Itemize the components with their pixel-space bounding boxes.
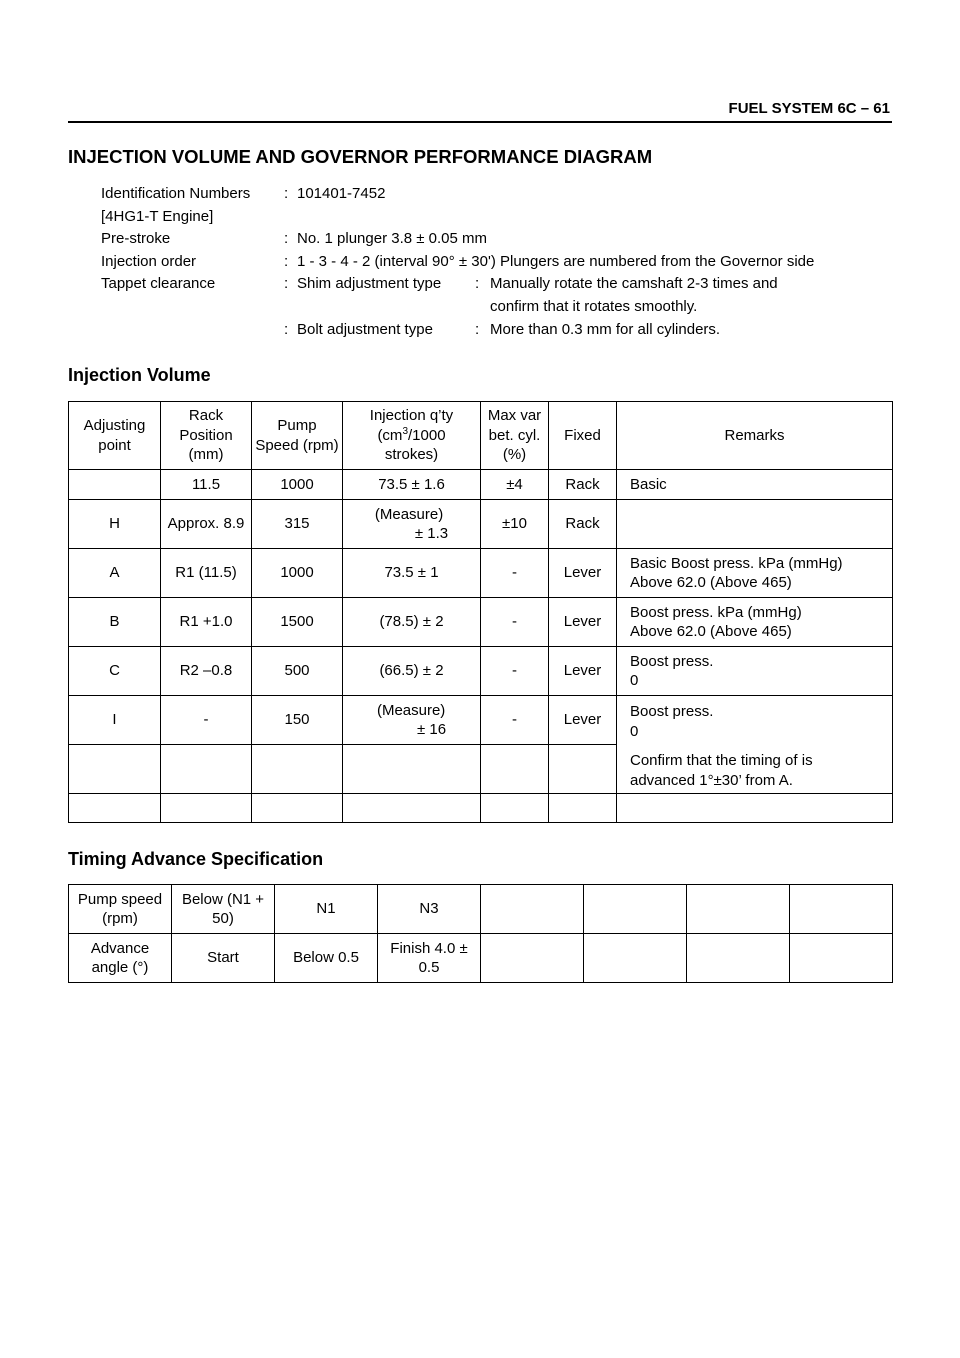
spec-colon: : <box>284 230 289 248</box>
cell-speed: 315 <box>252 500 343 549</box>
cell-remarks-line1: Basic Boost press. kPa (mmHg) <box>630 554 843 572</box>
cell-qty-line2: ± 16 <box>416 721 447 738</box>
cell-value: Finish 4.0 ± 0.5 <box>378 934 481 983</box>
cell-value: Below (N1 + 50) <box>172 885 275 934</box>
cell-value <box>584 885 687 934</box>
cell-empty <box>343 745 481 794</box>
header-max-var: Max var bet. cyl. (%) <box>481 402 549 470</box>
cell-rack: 11.5 <box>161 470 252 500</box>
cell-empty <box>343 794 481 823</box>
cell-value <box>481 934 584 983</box>
spec-colon: : <box>284 320 289 338</box>
cell-label: Pump speed (rpm) <box>69 885 172 934</box>
cell-remarks <box>617 549 893 598</box>
cell-remarks <box>617 500 893 549</box>
cell-qty: (78.5) ± 2 <box>343 598 481 647</box>
header-pump-speed: Pump Speed (rpm) <box>252 402 343 470</box>
table-row <box>69 470 893 500</box>
cell-empty <box>252 794 343 823</box>
cell-value: Below 0.5 <box>275 934 378 983</box>
cell-speed: 1000 <box>252 470 343 500</box>
spec-label: Tappet clearance <box>101 275 216 293</box>
header-rule <box>68 121 892 123</box>
cell-speed: 150 <box>252 696 343 745</box>
cell-fixed: Rack <box>549 500 617 549</box>
spec-sublabel: Bolt adjustment type <box>297 320 433 338</box>
cell-label: Advance angle (°) <box>69 934 172 983</box>
cell-remarks-line2: 0 <box>630 672 639 689</box>
cell-fixed: Lever <box>549 696 617 745</box>
cell-value: N1 <box>275 885 378 934</box>
cell-qty: 73.5 ± 1 <box>343 549 481 598</box>
header-injection-qty <box>343 402 481 470</box>
cell-rack: - <box>161 696 252 745</box>
spec-colon: : <box>284 185 289 202</box>
cell-empty <box>161 794 252 823</box>
cell-rack: R1 (11.5) <box>161 549 252 598</box>
timing-row-advance-angle <box>69 934 893 983</box>
cell-empty <box>481 794 549 823</box>
spec-row-injection-order <box>101 251 891 274</box>
injection-volume-title: Injection Volume <box>68 365 211 385</box>
spec-value: More than 0.3 mm for all cylinders. <box>490 320 721 338</box>
table-row <box>69 500 893 549</box>
table-row-empty <box>69 794 893 823</box>
spec-label: Injection order <box>101 252 197 270</box>
spec-value: Manually rotate the camshaft 2-3 times and <box>490 275 778 293</box>
cell-point: I <box>69 696 161 745</box>
cell-value <box>790 885 893 934</box>
cell-remarks <box>617 647 893 696</box>
spec-label: Pre-stroke <box>101 230 171 248</box>
header-remarks: Remarks <box>617 402 893 470</box>
cell-empty <box>69 794 161 823</box>
cell-qty-line1: (Measure) <box>374 505 444 523</box>
cell-empty <box>549 745 617 794</box>
spec-value: confirm that it rotates smoothly. <box>490 297 698 315</box>
injection-volume-table <box>68 401 893 823</box>
spec-value: 101401-7452 <box>297 185 386 202</box>
spec-label: Identification Numbers <box>101 185 251 202</box>
table-header-row <box>69 402 893 470</box>
cell-remarks-line3: Confirm that the timing of is <box>630 752 813 769</box>
cell-maxvar: ±10 <box>481 500 549 549</box>
table-row <box>69 696 893 745</box>
cell-remarks-line2: 0 <box>630 722 639 740</box>
cell-point <box>69 470 161 500</box>
spec-row-tappet-shim <box>101 273 891 296</box>
cell-empty <box>617 794 893 823</box>
spec-value: No. 1 plunger 3.8 ± 0.05 mm <box>297 230 487 248</box>
timing-row-pump-speed <box>69 885 893 934</box>
spec-label: [4HG1-T Engine] <box>101 207 214 225</box>
cell-qty: 73.5 ± 1.6 <box>343 470 481 500</box>
spec-colon: : <box>284 275 289 293</box>
spec-block <box>101 183 891 341</box>
cell-qty-line1: (Measure) <box>376 701 446 719</box>
cell-point: B <box>69 598 161 647</box>
cell-qty <box>343 696 481 745</box>
cell-maxvar: - <box>481 549 549 598</box>
cell-value: N3 <box>378 885 481 934</box>
cell-value <box>687 885 790 934</box>
table-row <box>69 549 893 598</box>
cell-rack: R1 +1.0 <box>161 598 252 647</box>
cell-fixed: Lever <box>549 598 617 647</box>
header-adjusting-point: Adjusting point <box>69 402 161 470</box>
header-injection-qty-line3: strokes) <box>384 446 439 464</box>
cell-maxvar: - <box>481 696 549 745</box>
cell-value <box>790 934 893 983</box>
cell-remarks <box>617 598 893 647</box>
cell-remarks-line2: Above 62.0 (Above 465) <box>630 623 792 640</box>
spec-colon: : <box>475 275 480 293</box>
cell-remarks <box>617 696 893 794</box>
spec-value: 1 - 3 - 4 - 2 (interval 90° ± 30') Plungers are numbered from the Governor side <box>297 252 815 270</box>
cell-point: C <box>69 647 161 696</box>
table-row <box>69 647 893 696</box>
cell-empty <box>252 745 343 794</box>
cell-maxvar: - <box>481 598 549 647</box>
cell-value: Start <box>172 934 275 983</box>
cell-point: H <box>69 500 161 549</box>
cell-remarks-line1: Boost press. kPa (mmHg) <box>630 603 802 621</box>
header-fixed: Fixed <box>549 402 617 470</box>
cell-empty <box>549 794 617 823</box>
header-injection-qty-sup: 3 <box>402 425 408 437</box>
cell-remarks-line4: advanced 1°±30’ from A. <box>630 771 793 789</box>
cell-remarks-line1: Boost press. <box>630 703 714 720</box>
spec-row-engine <box>101 206 891 229</box>
timing-advance-table <box>68 884 893 983</box>
table-row <box>69 598 893 647</box>
spec-colon: : <box>475 320 480 338</box>
cell-remarks-line1: Boost press. <box>630 652 714 670</box>
cell-qty <box>343 500 481 549</box>
cell-fixed: Lever <box>549 647 617 696</box>
cell-rack: R2 –0.8 <box>161 647 252 696</box>
spec-row-tappet-bolt <box>101 319 891 342</box>
cell-value <box>584 934 687 983</box>
spec-row-shim-cont <box>101 296 891 319</box>
page-header: FUEL SYSTEM 6C – 61 <box>728 100 890 117</box>
spec-sublabel: Shim adjustment type <box>297 275 442 293</box>
cell-speed: 500 <box>252 647 343 696</box>
spec-row-identification <box>101 183 891 206</box>
cell-qty: (66.5) ± 2 <box>343 647 481 696</box>
cell-empty <box>161 745 252 794</box>
cell-remarks-line2: Above 62.0 (Above 465) <box>630 574 792 591</box>
cell-empty <box>481 745 549 794</box>
cell-speed: 1500 <box>252 598 343 647</box>
cell-speed: 1000 <box>252 549 343 598</box>
cell-value <box>481 885 584 934</box>
cell-rack: Approx. 8.9 <box>161 500 252 549</box>
cell-fixed: Lever <box>549 549 617 598</box>
header-injection-qty-line1: Injection q’ty <box>369 407 454 425</box>
cell-maxvar: ±4 <box>481 470 549 500</box>
cell-remarks: Basic <box>617 470 893 500</box>
page-title: INJECTION VOLUME AND GOVERNOR PERFORMANCE DIAGRAM <box>68 146 653 167</box>
cell-value <box>687 934 790 983</box>
cell-empty <box>69 745 161 794</box>
cell-fixed: Rack <box>549 470 617 500</box>
spec-colon: : <box>284 252 289 270</box>
cell-maxvar: - <box>481 647 549 696</box>
header-injection-qty-unit: (cm <box>377 426 403 444</box>
cell-point: A <box>69 549 161 598</box>
header-injection-qty-per: /1000 <box>408 426 446 444</box>
spec-row-prestroke <box>101 228 891 251</box>
cell-qty-line2: ± 1.3 <box>414 525 449 542</box>
header-rack-position: Rack Position (mm) <box>161 402 252 470</box>
timing-advance-title: Timing Advance Specification <box>68 849 324 869</box>
